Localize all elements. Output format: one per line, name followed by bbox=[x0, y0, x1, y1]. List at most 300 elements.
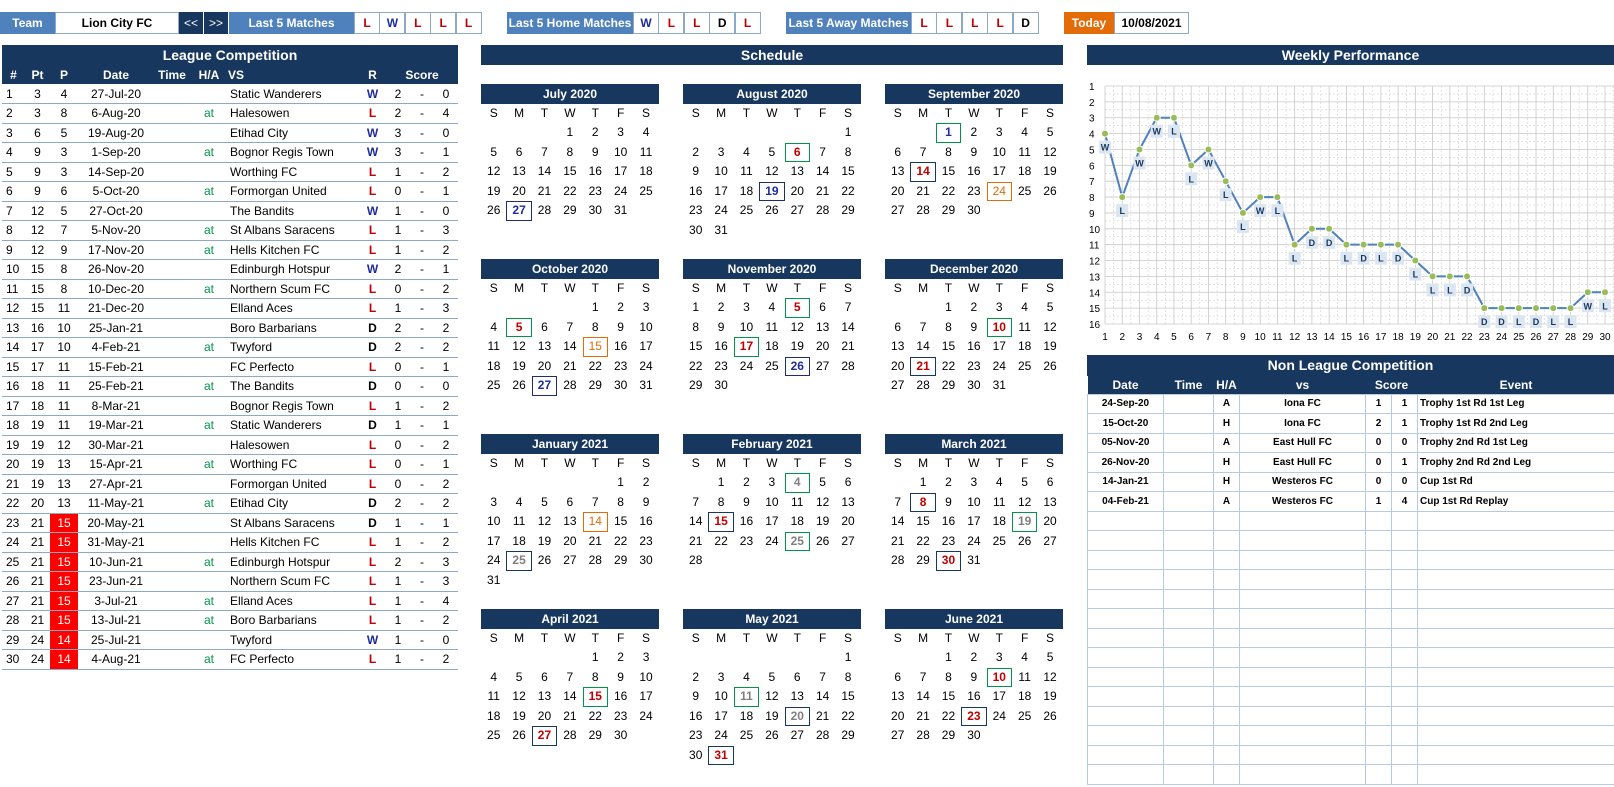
calendar-day[interactable]: 18 bbox=[487, 358, 501, 373]
calendar-day[interactable]: 1 bbox=[717, 475, 725, 489]
calendar-day[interactable]: 9 bbox=[970, 319, 978, 334]
calendar-day[interactable]: 12 bbox=[512, 689, 526, 703]
match-day[interactable]: 15 bbox=[583, 687, 608, 707]
calendar-day[interactable]: 30 bbox=[613, 378, 628, 392]
calendar-day[interactable]: 28 bbox=[815, 728, 830, 742]
calendar-day[interactable]: 11 bbox=[487, 339, 500, 353]
calendar-day[interactable]: 25 bbox=[1017, 708, 1032, 723]
calendar-day[interactable]: 23 bbox=[613, 708, 628, 723]
calendar-day[interactable]: 25 bbox=[1017, 183, 1032, 198]
calendar-day[interactable]: 12 bbox=[537, 514, 552, 528]
calendar-day[interactable]: 8 bbox=[945, 669, 952, 684]
calendar-day[interactable]: 16 bbox=[613, 689, 628, 703]
calendar-day[interactable]: 10 bbox=[714, 689, 728, 703]
calendar-day[interactable]: 14 bbox=[815, 164, 830, 178]
calendar-day[interactable]: 6 bbox=[894, 144, 902, 159]
calendar-day[interactable]: 2 bbox=[617, 300, 624, 314]
table-row[interactable] bbox=[1088, 648, 1614, 668]
calendar-day[interactable]: 31 bbox=[967, 553, 981, 567]
calendar-day[interactable]: 11 bbox=[740, 164, 753, 178]
calendar-day[interactable]: 24 bbox=[967, 533, 981, 548]
calendar-day[interactable]: 16 bbox=[967, 339, 981, 353]
calendar-day[interactable]: 7 bbox=[819, 669, 826, 684]
match-day[interactable]: 11 bbox=[734, 687, 759, 707]
calendar-day[interactable]: 7 bbox=[844, 300, 852, 314]
calendar-day[interactable]: 21 bbox=[563, 358, 577, 373]
calendar-day[interactable]: 9 bbox=[970, 144, 978, 159]
calendar-day[interactable]: 4 bbox=[743, 144, 750, 159]
calendar-day[interactable]: 18 bbox=[1017, 689, 1032, 703]
calendar-day[interactable]: 10 bbox=[639, 669, 653, 684]
table-row[interactable] bbox=[2, 494, 458, 514]
calendar-day[interactable]: 29 bbox=[941, 203, 956, 217]
calendar-day[interactable]: 24 bbox=[739, 358, 754, 373]
calendar-day[interactable]: 28 bbox=[588, 553, 602, 567]
calendar-day[interactable]: 22 bbox=[941, 358, 956, 373]
table-row[interactable] bbox=[2, 513, 458, 533]
table-row[interactable] bbox=[1088, 745, 1614, 765]
match-day[interactable]: 30 bbox=[936, 551, 961, 571]
table-row[interactable] bbox=[2, 611, 458, 631]
calendar-day[interactable]: 29 bbox=[941, 728, 956, 742]
table-row[interactable] bbox=[2, 552, 458, 572]
calendar-day[interactable]: 12 bbox=[790, 319, 804, 334]
calendar-day[interactable]: 13 bbox=[841, 494, 855, 509]
calendar-day[interactable]: 14 bbox=[537, 164, 552, 178]
calendar-day[interactable]: 1 bbox=[844, 650, 852, 664]
table-row[interactable] bbox=[1088, 609, 1614, 629]
calendar-day[interactable]: 10 bbox=[613, 144, 628, 159]
calendar-day[interactable]: 22 bbox=[916, 533, 930, 548]
calendar-day[interactable]: 21 bbox=[815, 183, 830, 198]
calendar-day[interactable]: 26 bbox=[815, 533, 830, 548]
calendar-day[interactable]: 8 bbox=[717, 494, 725, 509]
calendar-day[interactable]: 8 bbox=[617, 494, 624, 509]
calendar-day[interactable]: 4 bbox=[1021, 125, 1028, 139]
calendar-day[interactable]: 12 bbox=[1043, 669, 1057, 684]
calendar-day[interactable]: 7 bbox=[591, 494, 599, 509]
table-row[interactable] bbox=[2, 221, 458, 241]
calendar-day[interactable]: 15 bbox=[941, 339, 956, 353]
calendar-day[interactable]: 16 bbox=[689, 708, 703, 723]
calendar-day[interactable]: 9 bbox=[945, 494, 952, 509]
calendar-day[interactable]: 16 bbox=[941, 514, 956, 528]
calendar-day[interactable]: 15 bbox=[563, 164, 577, 178]
calendar-day[interactable]: 15 bbox=[689, 339, 703, 353]
calendar-day[interactable]: 8 bbox=[566, 144, 574, 159]
calendar-day[interactable]: 18 bbox=[639, 164, 653, 178]
calendar-day[interactable]: 21 bbox=[815, 708, 830, 723]
calendar-day[interactable]: 5 bbox=[1046, 125, 1054, 139]
calendar-day[interactable]: 20 bbox=[512, 183, 526, 198]
calendar-day[interactable]: 27 bbox=[891, 728, 905, 742]
calendar-day[interactable]: 17 bbox=[613, 164, 628, 178]
calendar-day[interactable]: 29 bbox=[613, 553, 628, 567]
calendar-day[interactable]: 21 bbox=[916, 183, 930, 198]
table-row[interactable] bbox=[2, 162, 458, 182]
calendar-day[interactable]: 1 bbox=[919, 475, 927, 489]
calendar-day[interactable]: 4 bbox=[490, 319, 498, 334]
match-day[interactable]: 10 bbox=[987, 668, 1012, 688]
calendar-day[interactable]: 9 bbox=[692, 164, 700, 178]
calendar-day[interactable]: 21 bbox=[916, 708, 930, 723]
calendar-day[interactable]: 23 bbox=[967, 183, 981, 198]
calendar-day[interactable]: 11 bbox=[639, 144, 653, 159]
calendar-day[interactable]: 16 bbox=[613, 339, 628, 353]
calendar-day[interactable]: 20 bbox=[891, 358, 905, 373]
table-row[interactable] bbox=[1088, 492, 1614, 512]
calendar-day[interactable]: 8 bbox=[591, 669, 599, 684]
calendar-day[interactable]: 13 bbox=[891, 164, 905, 178]
calendar-day[interactable]: 30 bbox=[613, 728, 628, 742]
table-row[interactable] bbox=[2, 416, 458, 436]
table-row[interactable] bbox=[1088, 394, 1614, 414]
calendar-day[interactable]: 16 bbox=[714, 339, 728, 353]
calendar-day[interactable]: 10 bbox=[487, 514, 501, 528]
calendar-day[interactable]: 4 bbox=[515, 494, 523, 509]
match-day[interactable]: 4 bbox=[785, 473, 810, 493]
calendar-day[interactable]: 12 bbox=[487, 164, 501, 178]
calendar-day[interactable]: 19 bbox=[790, 339, 804, 353]
calendar-day[interactable]: 28 bbox=[916, 728, 930, 742]
calendar-day[interactable]: 30 bbox=[689, 222, 703, 237]
calendar-day[interactable]: 28 bbox=[891, 553, 905, 567]
calendar-day[interactable]: 15 bbox=[916, 514, 930, 528]
table-row[interactable] bbox=[2, 455, 458, 475]
calendar-day[interactable]: 4 bbox=[490, 669, 498, 684]
calendar-day[interactable]: 8 bbox=[591, 319, 599, 334]
calendar-day[interactable]: 11 bbox=[1018, 144, 1031, 159]
calendar-day[interactable]: 26 bbox=[487, 203, 501, 217]
calendar-day[interactable]: 17 bbox=[992, 164, 1006, 178]
calendar-day[interactable]: 3 bbox=[970, 475, 978, 489]
calendar-day[interactable]: 25 bbox=[487, 378, 501, 392]
calendar-day[interactable]: 18 bbox=[765, 339, 779, 353]
calendar-day[interactable]: 11 bbox=[512, 514, 526, 528]
calendar-day[interactable]: 5 bbox=[1021, 475, 1028, 489]
calendar-day[interactable]: 22 bbox=[689, 358, 703, 373]
calendar-day[interactable]: 3 bbox=[743, 300, 750, 314]
calendar-day[interactable]: 23 bbox=[941, 533, 956, 548]
calendar-day[interactable]: 13 bbox=[790, 164, 804, 178]
calendar-day[interactable]: 12 bbox=[1043, 144, 1057, 159]
calendar-day[interactable]: 20 bbox=[891, 708, 905, 723]
calendar-day[interactable]: 31 bbox=[992, 378, 1006, 392]
calendar-day[interactable]: 15 bbox=[841, 689, 855, 703]
calendar-day[interactable]: 20 bbox=[841, 514, 855, 528]
table-row[interactable] bbox=[2, 240, 458, 260]
calendar-day[interactable]: 24 bbox=[487, 553, 501, 567]
table-row[interactable] bbox=[2, 338, 458, 358]
calendar-day[interactable]: 9 bbox=[617, 319, 624, 334]
calendar-day[interactable]: 6 bbox=[1046, 475, 1054, 489]
calendar-day[interactable]: 5 bbox=[541, 494, 548, 509]
calendar-day[interactable]: 26 bbox=[512, 728, 526, 742]
calendar-day[interactable]: 22 bbox=[841, 183, 855, 198]
calendar-day[interactable]: 6 bbox=[566, 494, 574, 509]
calendar-day[interactable]: 13 bbox=[537, 689, 552, 703]
prev-team-button[interactable]: << bbox=[179, 12, 203, 34]
calendar-day[interactable]: 8 bbox=[844, 669, 852, 684]
calendar-day[interactable]: 6 bbox=[894, 669, 902, 684]
calendar-day[interactable]: 7 bbox=[692, 494, 700, 509]
calendar-day[interactable]: 15 bbox=[613, 514, 628, 528]
table-row[interactable] bbox=[1088, 511, 1614, 531]
calendar-day[interactable]: 2 bbox=[970, 125, 978, 139]
calendar-day[interactable]: 11 bbox=[1018, 669, 1031, 684]
calendar-day[interactable]: 21 bbox=[563, 708, 577, 723]
calendar-day[interactable]: 5 bbox=[1046, 300, 1054, 314]
calendar-day[interactable]: 28 bbox=[689, 553, 703, 567]
calendar-day[interactable]: 26 bbox=[512, 378, 526, 392]
calendar-day[interactable]: 20 bbox=[891, 183, 905, 198]
calendar-day[interactable]: 27 bbox=[891, 203, 905, 217]
calendar-day[interactable]: 30 bbox=[967, 203, 981, 217]
calendar-day[interactable]: 11 bbox=[791, 494, 804, 509]
calendar-day[interactable]: 24 bbox=[765, 533, 779, 548]
match-day[interactable]: 15 bbox=[583, 337, 608, 357]
match-day[interactable]: 15 bbox=[708, 512, 733, 532]
calendar-day[interactable]: 28 bbox=[916, 378, 930, 392]
table-row[interactable] bbox=[1088, 589, 1614, 609]
calendar-day[interactable]: 7 bbox=[541, 144, 548, 159]
match-day[interactable]: 5 bbox=[785, 298, 810, 318]
calendar-day[interactable]: 22 bbox=[563, 183, 577, 198]
calendar-day[interactable]: 23 bbox=[613, 358, 628, 373]
calendar-day[interactable]: 13 bbox=[512, 164, 526, 178]
calendar-day[interactable]: 30 bbox=[588, 203, 602, 217]
match-day[interactable]: 17 bbox=[734, 337, 759, 357]
table-row[interactable] bbox=[1088, 531, 1614, 551]
calendar-day[interactable]: 18 bbox=[790, 514, 804, 528]
calendar-day[interactable]: 20 bbox=[537, 708, 552, 723]
table-row[interactable] bbox=[1088, 667, 1614, 687]
match-day[interactable]: 14 bbox=[583, 512, 608, 532]
calendar-day[interactable]: 24 bbox=[992, 358, 1006, 373]
table-row[interactable] bbox=[2, 318, 458, 338]
calendar-day[interactable]: 22 bbox=[714, 533, 728, 548]
calendar-day[interactable]: 28 bbox=[537, 203, 552, 217]
calendar-day[interactable]: 2 bbox=[692, 144, 700, 159]
calendar-day[interactable]: 8 bbox=[945, 144, 952, 159]
calendar-day[interactable]: 23 bbox=[739, 533, 754, 548]
calendar-day[interactable]: 16 bbox=[739, 514, 754, 528]
calendar-day[interactable]: 17 bbox=[992, 339, 1006, 353]
calendar-day[interactable]: 1 bbox=[844, 125, 852, 139]
table-row[interactable] bbox=[1088, 765, 1614, 785]
table-row[interactable] bbox=[1088, 687, 1614, 707]
calendar-day[interactable]: 10 bbox=[765, 494, 779, 509]
calendar-day[interactable]: 3 bbox=[642, 650, 650, 664]
calendar-day[interactable]: 2 bbox=[945, 475, 952, 489]
calendar-day[interactable]: 2 bbox=[970, 300, 978, 314]
today-date[interactable]: 10/08/2021 bbox=[1114, 12, 1189, 34]
calendar-day[interactable]: 5 bbox=[768, 669, 776, 684]
calendar-day[interactable]: 9 bbox=[970, 669, 978, 684]
calendar-day[interactable]: 3 bbox=[717, 669, 725, 684]
calendar-day[interactable]: 21 bbox=[689, 533, 703, 548]
calendar-day[interactable]: 28 bbox=[916, 203, 930, 217]
calendar-day[interactable]: 18 bbox=[487, 708, 501, 723]
calendar-day[interactable]: 12 bbox=[765, 164, 779, 178]
calendar-day[interactable]: 20 bbox=[790, 183, 804, 198]
calendar-day[interactable]: 3 bbox=[617, 125, 624, 139]
calendar-day[interactable]: 22 bbox=[613, 533, 628, 548]
calendar-day[interactable]: 27 bbox=[1043, 533, 1057, 548]
calendar-day[interactable]: 9 bbox=[617, 669, 624, 684]
calendar-day[interactable]: 12 bbox=[1043, 319, 1057, 334]
calendar-day[interactable]: 30 bbox=[967, 378, 981, 392]
calendar-day[interactable]: 19 bbox=[1043, 164, 1057, 178]
table-row[interactable] bbox=[2, 143, 458, 163]
calendar-day[interactable]: 8 bbox=[945, 319, 952, 334]
table-row[interactable] bbox=[1088, 726, 1614, 746]
calendar-day[interactable]: 21 bbox=[537, 183, 552, 198]
calendar-day[interactable]: 12 bbox=[1017, 494, 1032, 509]
calendar-day[interactable]: 27 bbox=[790, 203, 804, 217]
calendar-day[interactable]: 17 bbox=[714, 708, 728, 723]
calendar-day[interactable]: 10 bbox=[714, 164, 728, 178]
table-row[interactable] bbox=[2, 260, 458, 280]
calendar-day[interactable]: 6 bbox=[844, 475, 852, 489]
calendar-day[interactable]: 29 bbox=[841, 728, 855, 742]
calendar-day[interactable]: 9 bbox=[692, 689, 700, 703]
calendar-day[interactable]: 31 bbox=[487, 572, 501, 587]
calendar-day[interactable]: 15 bbox=[941, 689, 956, 703]
calendar-day[interactable]: 28 bbox=[563, 728, 577, 742]
calendar-day[interactable]: 22 bbox=[588, 708, 602, 723]
calendar-day[interactable]: 25 bbox=[765, 358, 779, 373]
calendar-day[interactable]: 17 bbox=[487, 533, 501, 548]
calendar-day[interactable]: 26 bbox=[537, 553, 552, 567]
calendar-day[interactable]: 26 bbox=[765, 203, 779, 217]
table-row[interactable] bbox=[2, 123, 458, 143]
table-row[interactable] bbox=[2, 572, 458, 592]
calendar-day[interactable]: 11 bbox=[993, 494, 1006, 509]
next-team-button[interactable]: >> bbox=[204, 12, 228, 34]
calendar-day[interactable]: 15 bbox=[841, 164, 855, 178]
table-row[interactable] bbox=[2, 279, 458, 299]
calendar-day[interactable]: 17 bbox=[967, 514, 981, 528]
calendar-day[interactable]: 19 bbox=[765, 708, 779, 723]
calendar-day[interactable]: 19 bbox=[1043, 339, 1057, 353]
calendar-day[interactable]: 26 bbox=[1043, 183, 1057, 198]
calendar-day[interactable]: 24 bbox=[992, 708, 1006, 723]
calendar-day[interactable]: 18 bbox=[512, 533, 526, 548]
calendar-day[interactable]: 3 bbox=[995, 300, 1003, 314]
calendar-day[interactable]: 16 bbox=[639, 514, 653, 528]
calendar-day[interactable]: 7 bbox=[894, 494, 902, 509]
calendar-day[interactable]: 5 bbox=[515, 669, 523, 684]
calendar-day[interactable]: 31 bbox=[613, 203, 628, 217]
match-day[interactable]: 27 bbox=[532, 726, 557, 746]
match-day[interactable]: 6 bbox=[785, 143, 810, 163]
calendar-day[interactable]: 18 bbox=[992, 514, 1006, 528]
calendar-day[interactable]: 29 bbox=[689, 378, 703, 392]
calendar-day[interactable]: 22 bbox=[588, 358, 602, 373]
calendar-day[interactable]: 29 bbox=[588, 728, 602, 742]
calendar-day[interactable]: 29 bbox=[563, 203, 577, 217]
table-row[interactable] bbox=[1088, 628, 1614, 648]
table-row[interactable] bbox=[2, 201, 458, 221]
calendar-day[interactable]: 10 bbox=[967, 494, 981, 509]
calendar-day[interactable]: 28 bbox=[815, 203, 830, 217]
calendar-day[interactable]: 2 bbox=[692, 669, 700, 684]
calendar-day[interactable]: 13 bbox=[815, 319, 830, 334]
calendar-day[interactable]: 18 bbox=[739, 183, 754, 198]
calendar-day[interactable]: 14 bbox=[916, 689, 930, 703]
calendar-day[interactable]: 9 bbox=[717, 319, 725, 334]
calendar-day[interactable]: 23 bbox=[689, 728, 703, 742]
calendar-day[interactable]: 26 bbox=[1043, 358, 1057, 373]
calendar-day[interactable]: 5 bbox=[490, 144, 498, 159]
calendar-day[interactable]: 19 bbox=[537, 533, 552, 548]
calendar-day[interactable]: 27 bbox=[891, 378, 905, 392]
calendar-day[interactable]: 30 bbox=[714, 378, 728, 392]
calendar-day[interactable]: 13 bbox=[891, 689, 905, 703]
calendar-day[interactable]: 7 bbox=[566, 669, 574, 684]
calendar-day[interactable]: 2 bbox=[617, 650, 624, 664]
calendar-day[interactable]: 19 bbox=[512, 708, 526, 723]
calendar-day[interactable]: 6 bbox=[793, 669, 801, 684]
calendar-day[interactable]: 12 bbox=[815, 494, 830, 509]
calendar-day[interactable]: 2 bbox=[970, 650, 978, 664]
calendar-day[interactable]: 26 bbox=[1017, 533, 1032, 548]
calendar-day[interactable]: 8 bbox=[692, 319, 700, 334]
table-row[interactable] bbox=[2, 182, 458, 202]
calendar-day[interactable]: 6 bbox=[819, 300, 826, 314]
calendar-day[interactable]: 3 bbox=[642, 300, 650, 314]
calendar-day[interactable]: 25 bbox=[992, 533, 1006, 548]
calendar-day[interactable]: 19 bbox=[815, 514, 830, 528]
calendar-day[interactable]: 4 bbox=[1021, 300, 1028, 314]
calendar-day[interactable]: 4 bbox=[768, 300, 776, 314]
calendar-day[interactable]: 11 bbox=[487, 689, 500, 703]
calendar-day[interactable]: 16 bbox=[689, 183, 703, 198]
table-row[interactable] bbox=[2, 84, 458, 104]
calendar-day[interactable]: 17 bbox=[639, 689, 653, 703]
calendar-day[interactable]: 2 bbox=[642, 475, 650, 489]
calendar-day[interactable]: 24 bbox=[714, 203, 728, 217]
calendar-day[interactable]: 7 bbox=[919, 319, 927, 334]
table-row[interactable] bbox=[2, 650, 458, 670]
match-day[interactable]: 26 bbox=[785, 357, 810, 377]
calendar-day[interactable]: 5 bbox=[1046, 650, 1054, 664]
calendar-day[interactable]: 12 bbox=[765, 689, 779, 703]
table-row[interactable] bbox=[1088, 472, 1614, 492]
table-row[interactable] bbox=[1088, 706, 1614, 726]
match-day[interactable]: 25 bbox=[506, 551, 531, 571]
calendar-day[interactable]: 18 bbox=[739, 708, 754, 723]
calendar-day[interactable]: 16 bbox=[967, 164, 981, 178]
calendar-day[interactable]: 6 bbox=[541, 669, 548, 684]
calendar-day[interactable]: 1 bbox=[945, 300, 952, 314]
calendar-day[interactable]: 20 bbox=[815, 339, 830, 353]
calendar-day[interactable]: 13 bbox=[563, 514, 577, 528]
calendar-day[interactable]: 14 bbox=[916, 339, 930, 353]
calendar-day[interactable]: 27 bbox=[563, 553, 577, 567]
match-day[interactable]: 14 bbox=[910, 162, 935, 182]
table-row[interactable] bbox=[1088, 414, 1614, 434]
calendar-day[interactable]: 14 bbox=[563, 689, 577, 703]
calendar-day[interactable]: 3 bbox=[490, 494, 498, 509]
calendar-day[interactable]: 1 bbox=[945, 650, 952, 664]
calendar-day[interactable]: 11 bbox=[1018, 319, 1031, 334]
calendar-day[interactable]: 25 bbox=[1017, 358, 1032, 373]
calendar-day[interactable]: 1 bbox=[566, 125, 574, 139]
match-day[interactable]: 27 bbox=[506, 201, 531, 221]
calendar-day[interactable]: 1 bbox=[591, 650, 599, 664]
